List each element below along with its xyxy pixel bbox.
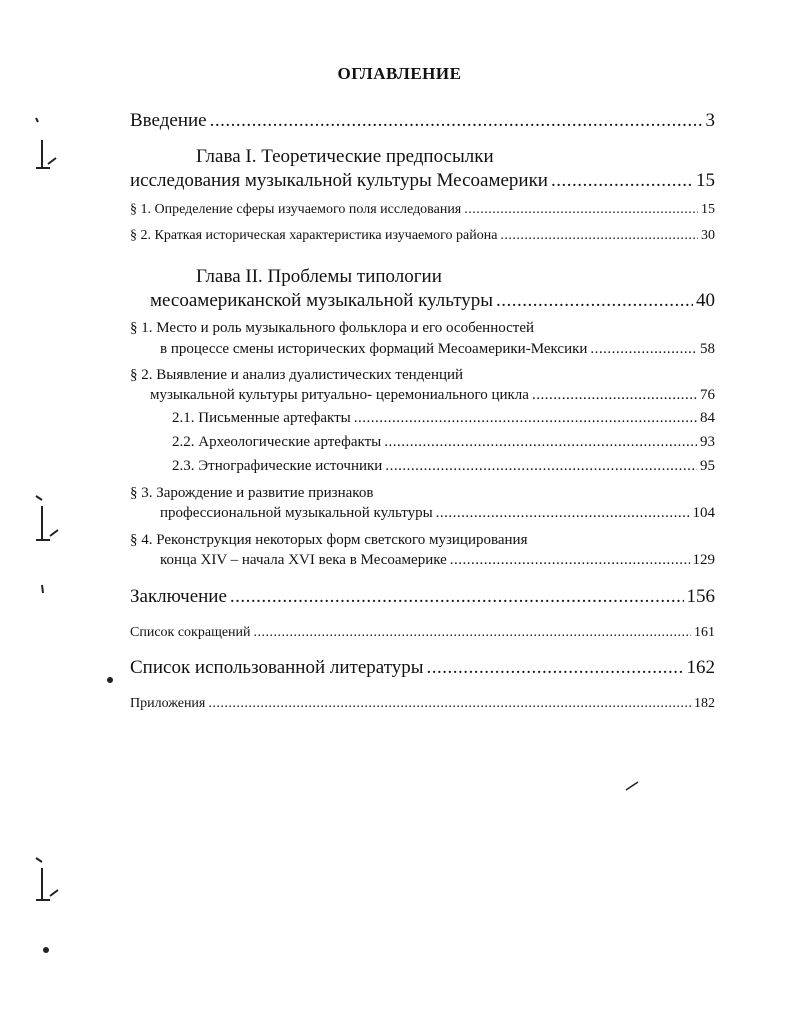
scan-mark-icon <box>624 778 644 794</box>
toc-entry-appendix <box>130 696 715 712</box>
ch2-s1-line1: § 1. Место и роль музыкального фольклора и его особенностей <box>130 320 535 336</box>
toc-label: 2.3. Этнографические источники <box>172 458 383 474</box>
toc-entry-ch1-s2 <box>130 228 715 244</box>
ch2-s4-line1: § 4. Реконструкция некоторых форм светского музицирования <box>130 532 528 548</box>
leader-dots <box>384 434 697 451</box>
page-number: 182 <box>694 696 715 711</box>
page-number: 3 <box>705 110 715 131</box>
toc-label: месоамериканской музыкальной культуры <box>150 290 494 311</box>
leader-dots <box>208 696 691 712</box>
page-number: 95 <box>700 458 715 474</box>
chapter1-title-line1: Глава I. Теоретические предпосылки <box>196 146 494 167</box>
leader-dots <box>354 410 697 427</box>
toc-entry-ch2-s2-2 <box>172 434 715 451</box>
toc-entry-ch2-s1 <box>160 341 715 358</box>
leader-dots <box>496 290 693 312</box>
leader-dots <box>500 228 698 244</box>
page-number: 15 <box>696 170 715 191</box>
toc-entry-ch1-s1 <box>130 202 715 218</box>
toc-entry-ch2-s3 <box>160 505 715 522</box>
ch2-s2-line1: § 2. Выявление и анализ дуалистических тенденций <box>130 367 464 383</box>
leader-dots <box>230 586 684 608</box>
scan-mark-icon <box>28 110 68 170</box>
toc-label: Заключение <box>130 586 227 607</box>
leader-dots <box>210 110 703 132</box>
page-number: 93 <box>700 434 715 450</box>
scan-mark-icon <box>38 583 48 603</box>
leader-dots <box>464 202 698 218</box>
leader-dots <box>427 657 684 679</box>
leader-dots <box>254 625 691 641</box>
toc-entry-ch2-s2 <box>150 387 715 404</box>
toc-label: Приложения <box>130 696 206 711</box>
leader-dots <box>450 552 690 569</box>
page-number: 84 <box>700 410 715 426</box>
toc-label: Список сокращений <box>130 625 251 640</box>
toc-label: 2.1. Письменные артефакты <box>172 410 351 426</box>
page-number: 30 <box>701 228 715 243</box>
toc-entry-abbreviations <box>130 625 715 641</box>
toc-label: Введение <box>130 110 207 131</box>
scan-mark-icon <box>40 944 54 958</box>
leader-dots <box>590 341 697 358</box>
scan-mark-icon <box>28 856 68 906</box>
page-number: 40 <box>696 290 715 311</box>
toc-entry-chapter1 <box>130 170 715 192</box>
toc-label: в процессе смены исторических формаций Месоамерики-Мексики <box>160 341 588 357</box>
toc-entry-intro <box>130 110 715 132</box>
page-number: 15 <box>701 202 715 217</box>
toc-entry-ch2-s2-1 <box>172 410 715 427</box>
page-number: 156 <box>686 586 715 607</box>
page-number: 58 <box>700 341 715 357</box>
leader-dots <box>436 505 690 522</box>
toc-entry-ch2-s4 <box>160 552 715 569</box>
toc-label: § 1. Определение сферы изучаемого поля исследования <box>130 202 462 217</box>
toc-label: профессиональной музыкальной культуры <box>160 505 433 521</box>
toc-entry-literature <box>130 657 715 679</box>
toc-label: 2.2. Археологические артефакты <box>172 434 382 450</box>
toc-label: § 2. Краткая историческая характеристика изучаемого района <box>130 228 498 243</box>
toc-entry-ch2-s2-3 <box>172 458 715 475</box>
toc-label: Список использованной литературы <box>130 657 424 678</box>
toc-entry-chapter2 <box>150 290 715 312</box>
toc-label: конца XIV – начала XVI века в Месоамерике <box>160 552 447 568</box>
leader-dots <box>532 387 697 404</box>
toc-entry-conclusion <box>130 586 715 608</box>
leader-dots <box>551 170 693 192</box>
ch2-s3-line1: § 3. Зарождение и развитие признаков <box>130 485 374 501</box>
page-number: 129 <box>692 552 715 568</box>
toc-title: ОГЛАВЛЕНИЕ <box>337 64 462 83</box>
chapter2-title-line1: Глава II. Проблемы типологии <box>196 266 442 287</box>
toc-label: исследования музыкальной культуры Месоамерики <box>130 170 548 191</box>
scan-mark-icon <box>104 674 118 688</box>
page-number: 161 <box>694 625 715 640</box>
page-number: 162 <box>686 657 715 678</box>
page-number: 76 <box>700 387 715 403</box>
page-number: 104 <box>692 505 715 521</box>
toc-label: музыкальной культуры ритуально- церемониального цикла <box>150 387 529 403</box>
leader-dots <box>385 458 697 475</box>
scan-mark-icon <box>28 492 68 552</box>
